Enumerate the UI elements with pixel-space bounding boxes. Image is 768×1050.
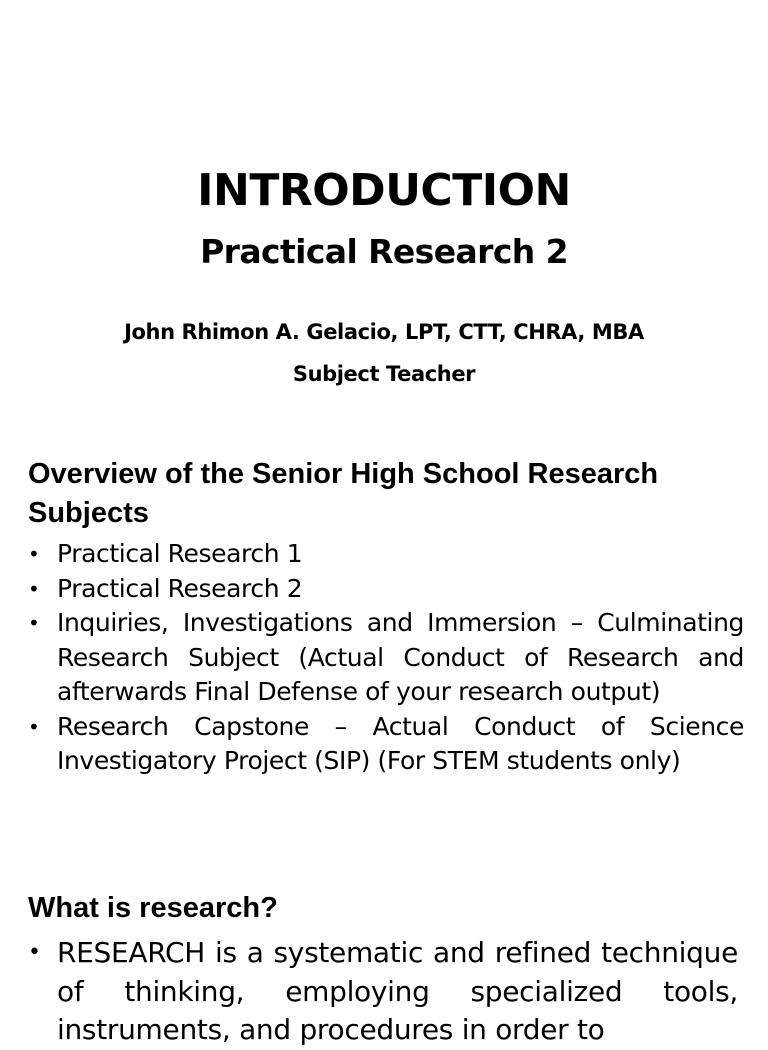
slide-title: INTRODUCTION: [197, 165, 571, 216]
list-item-text: Research Capstone – Actual Conduct of Science Investigatory Project (SIP) (For STEM students only): [57, 711, 744, 775]
overview-list: [28, 537, 744, 779]
bullet-icon: •: [28, 611, 40, 635]
list-item: [28, 572, 744, 607]
list-item: [28, 710, 744, 779]
list-item-text: Inquiries, Investigations and Immersion – Culminating Research Subject (Actual Conduct of Research and afterwards Final Defense of your research output): [57, 608, 744, 706]
slide-subtitle: Practical Research 2: [200, 232, 568, 271]
research-list: [28, 934, 738, 1050]
overview-heading: Overview of the Senior High School Research Subjects: [28, 458, 659, 529]
list-item-text: Practical Research 1: [57, 539, 303, 568]
bullet-icon: •: [28, 542, 40, 566]
list-item-text: RESEARCH is a systematic and refined technique of thinking, employing specialized tools, instruments, and procedures in order to: [57, 936, 738, 1046]
list-item: [28, 606, 744, 710]
research-slide: [0, 885, 768, 1046]
research-heading: What is research?: [28, 892, 278, 924]
list-item: [28, 934, 738, 1050]
title-slide: [0, 0, 768, 430]
list-item-text: Practical Research 2: [57, 573, 303, 603]
bullet-icon: •: [28, 940, 41, 965]
bullet-icon: •: [28, 714, 40, 739]
list-item: [28, 537, 744, 572]
bullet-icon: •: [28, 576, 40, 601]
overview-slide: [0, 455, 768, 850]
teacher-role: Subject Teacher: [292, 362, 476, 386]
teacher-name: John Rhimon A. Gelacio, LPT, CTT, CHRA, MBA: [124, 320, 644, 344]
